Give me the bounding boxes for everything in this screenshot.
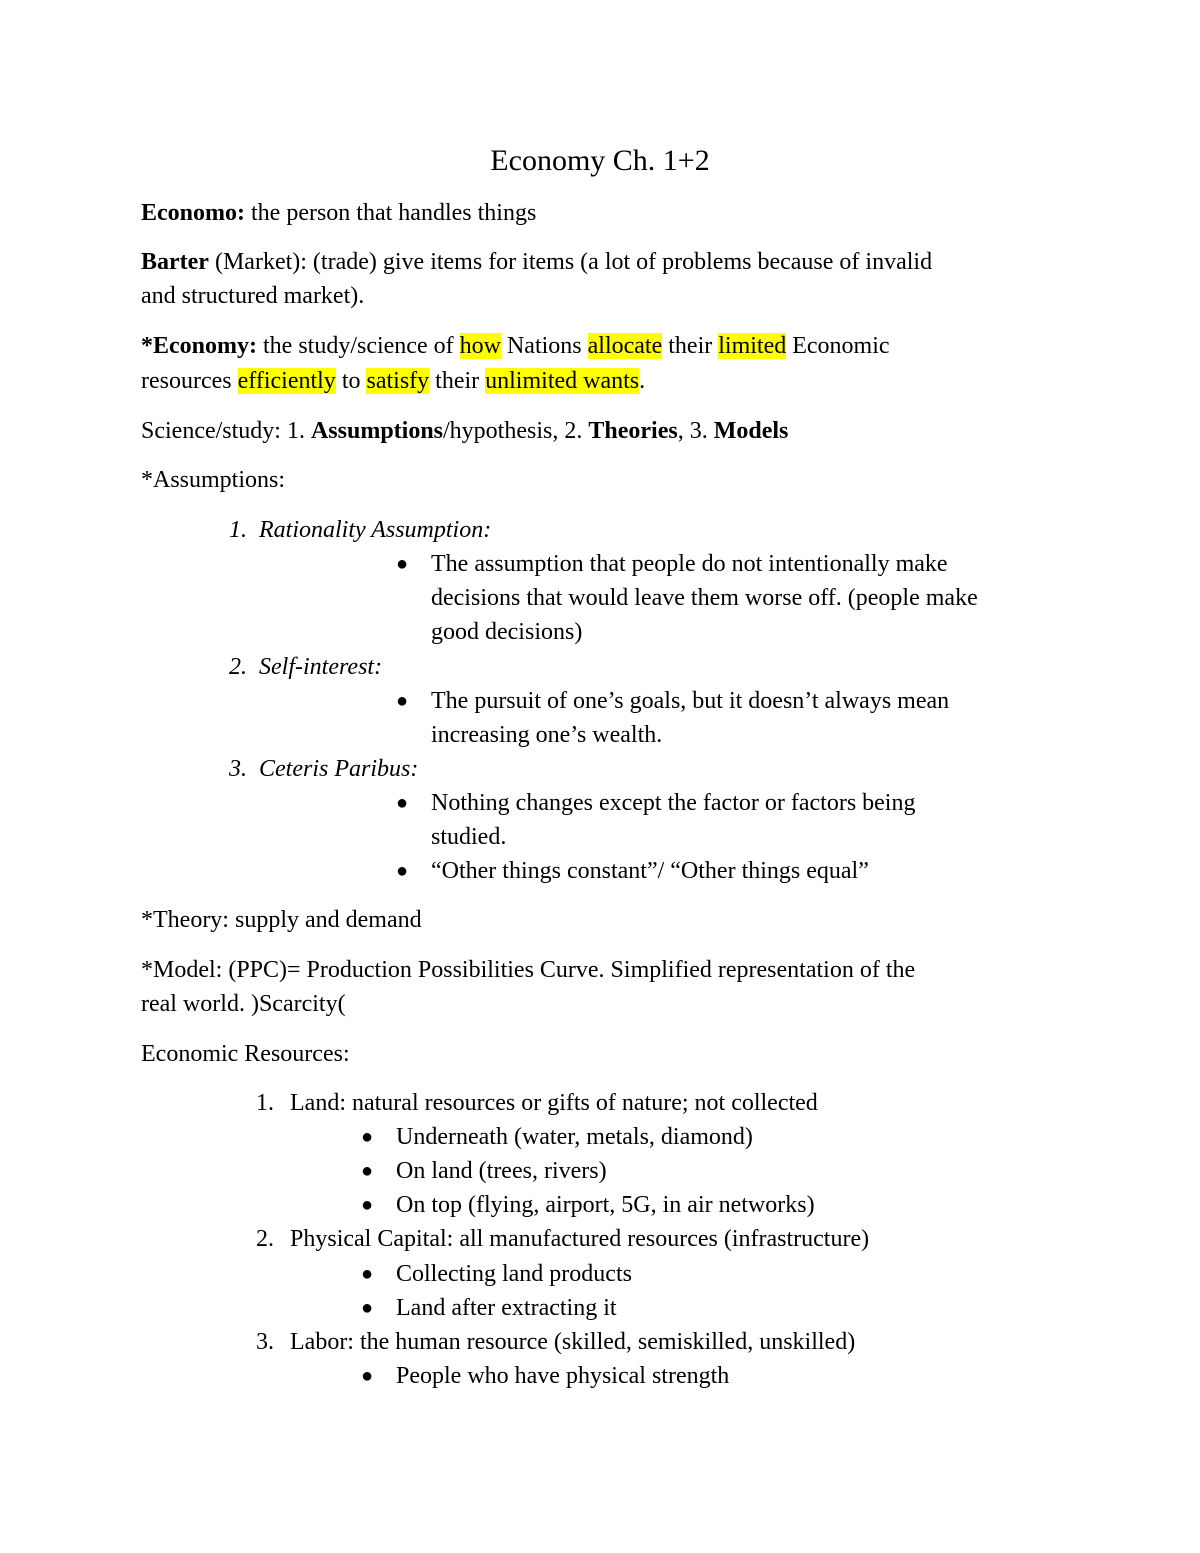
- resource-bullet: On land (trees, rivers): [396, 1158, 607, 1184]
- highlight-how: how: [459, 333, 501, 359]
- economy-text: .: [639, 368, 646, 394]
- economy-definition-line-1: [141, 329, 890, 363]
- highlight-efficiently: efficiently: [237, 368, 336, 394]
- bullet-icon: ●: [361, 1263, 374, 1285]
- science-prefix: Science/study: 1.: [141, 418, 311, 444]
- assumption-label: Self-interest:: [259, 654, 383, 680]
- barter-term: Barter: [141, 249, 209, 275]
- resource-item: [256, 1325, 855, 1359]
- page-title: Economy Ch. 1+2: [490, 144, 710, 177]
- bullet-icon: ●: [361, 1297, 374, 1319]
- resource-bullet: Land after extracting it: [396, 1295, 617, 1321]
- bullet-icon: ●: [361, 1194, 374, 1216]
- assumption-bullet-line: decisions that would leave them worse off. (people make: [431, 585, 978, 611]
- resource-bullet: Underneath (water, metals, diamond): [396, 1124, 753, 1150]
- science-models: Models: [713, 418, 789, 444]
- economy-definition-line-2: [141, 364, 645, 398]
- resource-text: Land: natural resources or gifts of nature; not collected: [290, 1090, 818, 1116]
- model-line-1: *Model: (PPC)= Production Possibilities Curve. Simplified representation of the: [141, 957, 916, 983]
- science-text: /hypothesis, 2.: [443, 418, 589, 444]
- economy-text: resources: [141, 368, 238, 394]
- assumption-bullet-line: Nothing changes except the factor or factors being: [431, 790, 916, 816]
- economy-text: the study/science of: [257, 333, 460, 359]
- economy-term: *Economy:: [141, 333, 257, 359]
- assumption-number: 1.: [229, 517, 247, 543]
- resource-item: [256, 1222, 869, 1256]
- assumption-number: 3.: [229, 756, 247, 782]
- highlight-allocate: allocate: [587, 333, 663, 359]
- assumption-label: Ceteris Paribus:: [259, 756, 419, 782]
- resource-text: Labor: the human resource (skilled, semiskilled, unskilled): [290, 1329, 856, 1355]
- bullet-icon: ●: [396, 553, 409, 575]
- bullet-icon: ●: [361, 1365, 374, 1387]
- assumption-item: [229, 513, 491, 547]
- theory-line: *Theory: supply and demand: [141, 907, 422, 933]
- assumption-bullet-line: good decisions): [431, 619, 583, 645]
- barter-line-2: and structured market).: [141, 283, 365, 309]
- economy-text: their: [429, 368, 486, 394]
- science-text: , 3.: [677, 418, 714, 444]
- bullet-icon: ●: [361, 1160, 374, 1182]
- resource-bullet: People who have physical strength: [396, 1363, 730, 1389]
- highlight-limited: limited: [718, 333, 787, 359]
- assumption-bullet-line: increasing one’s wealth.: [431, 722, 663, 748]
- economo-definition: [141, 196, 536, 230]
- resource-number: 3.: [256, 1329, 274, 1355]
- economy-text: Nations: [500, 333, 588, 359]
- assumption-bullet-line: The pursuit of one’s goals, but it doesn’t always mean: [431, 688, 950, 714]
- science-theories: Theories: [588, 418, 678, 444]
- assumption-item: [229, 752, 418, 786]
- bullet-icon: ●: [361, 1126, 374, 1148]
- assumption-label: Rationality Assumption:: [259, 517, 492, 543]
- resources-heading: Economic Resources:: [141, 1041, 350, 1067]
- resource-bullet: Collecting land products: [396, 1261, 632, 1287]
- assumptions-heading: *Assumptions:: [141, 467, 286, 493]
- assumption-bullet-line: “Other things constant”/ “Other things equal”: [431, 858, 869, 884]
- economy-text: their: [662, 333, 719, 359]
- economo-term: Economo:: [141, 200, 245, 226]
- assumption-bullet-line: studied.: [431, 824, 507, 850]
- assumption-number: 2.: [229, 654, 247, 680]
- bullet-icon: ●: [396, 860, 409, 882]
- barter-line-1: [141, 245, 932, 279]
- resource-item: [256, 1086, 818, 1120]
- assumption-bullet-line: The assumption that people do not intentionally make: [431, 551, 948, 577]
- highlight-satisfy: satisfy: [366, 368, 430, 394]
- resource-number: 2.: [256, 1226, 274, 1252]
- science-line: [141, 414, 788, 448]
- highlight-unlimited-wants: unlimited wants: [485, 368, 640, 394]
- resource-text: Physical Capital: all manufactured resources (infrastructure): [290, 1226, 870, 1252]
- science-assumptions: Assumptions: [310, 418, 444, 444]
- resource-bullet: On top (flying, airport, 5G, in air networks): [396, 1192, 815, 1218]
- assumption-item: [229, 650, 382, 684]
- economy-text: to: [335, 368, 367, 394]
- economo-text: the person that handles things: [245, 200, 537, 226]
- economy-text: Economic: [786, 333, 890, 359]
- barter-text: (Market): (trade) give items for items (a lot of problems because of invalid: [208, 249, 933, 275]
- bullet-icon: ●: [396, 690, 409, 712]
- bullet-icon: ●: [396, 792, 409, 814]
- model-line-2: real world. )Scarcity(: [141, 991, 346, 1017]
- resource-number: 1.: [256, 1090, 274, 1116]
